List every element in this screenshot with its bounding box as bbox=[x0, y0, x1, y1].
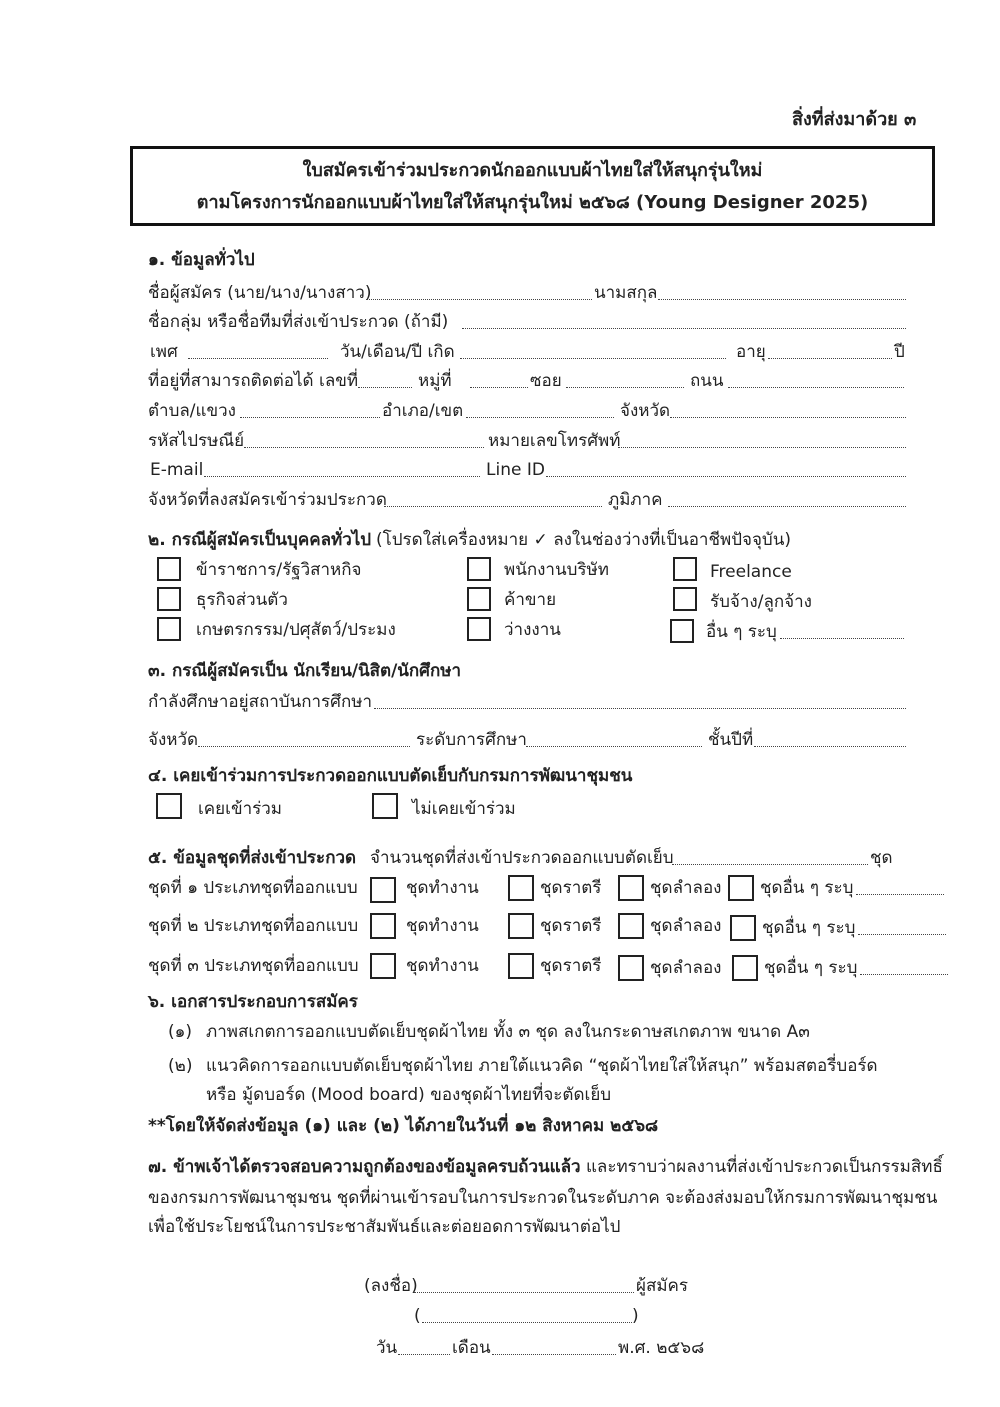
house-no-field[interactable] bbox=[358, 387, 412, 388]
soi-label: ซอย bbox=[530, 371, 562, 391]
section4-heading: ๔. เคยเข้าร่วมการประกวดออกแบบตัดเย็บกับกรมการพัฒนาชุมชน bbox=[148, 766, 633, 786]
student-province-field[interactable] bbox=[198, 746, 410, 747]
participated-no-label: ไม่เคยเข้าร่วม bbox=[412, 799, 516, 819]
outfit1-other-field[interactable] bbox=[856, 894, 944, 895]
postal-field[interactable] bbox=[244, 447, 484, 448]
close-paren: ) bbox=[632, 1306, 639, 1326]
declaration-line1 bbox=[148, 1155, 943, 1179]
student-province-label: จังหวัด bbox=[148, 730, 199, 750]
occupation-checkbox-unemployed[interactable] bbox=[467, 617, 491, 641]
occupation-checkbox-business[interactable] bbox=[157, 587, 181, 611]
open-paren: ( bbox=[414, 1306, 421, 1326]
level-field[interactable] bbox=[526, 746, 702, 747]
sex-label: เพศ bbox=[150, 342, 178, 362]
grade-label: ชั้นปีที่ bbox=[708, 730, 754, 750]
type-label: ชุดอื่น ๆ ระบุ bbox=[760, 878, 854, 898]
count-unit: ชุด bbox=[870, 848, 893, 868]
name-field[interactable] bbox=[366, 299, 592, 300]
occupation-label: ธุรกิจส่วนตัว bbox=[196, 590, 288, 610]
outfit3-other-field[interactable] bbox=[860, 974, 948, 975]
declaration-rest: และทราบว่าผลงานที่ส่งเข้าประกวดเป็นกรรมสิทธิ์ bbox=[580, 1157, 943, 1177]
occupation-checkbox-employee[interactable] bbox=[467, 557, 491, 581]
phone-label: หมายเลขโทรศัพท์ bbox=[488, 431, 621, 451]
year-unit: ปี bbox=[894, 342, 905, 362]
count-label: จำนวนชุดที่ส่งเข้าประกวดออกแบบตัดเย็บ bbox=[370, 848, 674, 868]
occupation-checkbox-trade[interactable] bbox=[467, 587, 491, 611]
deadline-note: **โดยให้จัดส่งข้อมูล (๑) และ (๒) ได้ภายในวันที่ ๑๒ สิงหาคม ๒๕๖๘ bbox=[148, 1116, 659, 1136]
outfit2-other-checkbox[interactable] bbox=[730, 915, 756, 941]
type-label: ชุดทำงาน bbox=[406, 878, 479, 898]
age-field[interactable] bbox=[768, 358, 892, 359]
province-field[interactable] bbox=[670, 417, 906, 418]
occupation-checkbox-freelance[interactable] bbox=[673, 557, 697, 581]
participated-no-checkbox[interactable] bbox=[372, 793, 398, 819]
section6-heading: ๖. เอกสารประกอบการสมัคร bbox=[148, 992, 358, 1012]
doc-item-number: (๒) bbox=[168, 1056, 193, 1076]
section5-heading: ๕. ข้อมูลชุดที่ส่งเข้าประกวด bbox=[148, 848, 357, 868]
tambon-field[interactable] bbox=[240, 417, 380, 418]
signature-field[interactable] bbox=[414, 1292, 634, 1293]
type-label: ชุดลำลอง bbox=[650, 958, 722, 978]
amphoe-label: อำเภอ/เขต bbox=[382, 401, 464, 421]
email-field[interactable] bbox=[204, 476, 480, 477]
outfit1-work-checkbox[interactable] bbox=[370, 877, 396, 903]
outfit-row-label: ชุดที่ ๑ ประเภทชุดที่ออกแบบ bbox=[148, 878, 358, 898]
name-label: ชื่อผู้สมัคร (นาย/นาง/นางสาว) bbox=[148, 283, 372, 303]
surname-field[interactable] bbox=[658, 299, 906, 300]
line-field[interactable] bbox=[546, 476, 906, 477]
occupation-label: เกษตรกรรม/ปศุสัตว์/ประมง bbox=[196, 620, 396, 640]
section2-heading: ๒. กรณีผู้สมัครเป็นบุคคลทั่วไป bbox=[148, 530, 372, 550]
occupation-label: ค้าขาย bbox=[504, 590, 557, 610]
outfit-row-label: ชุดที่ ๒ ประเภทชุดที่ออกแบบ bbox=[148, 916, 359, 936]
occupation-other-field[interactable] bbox=[780, 638, 904, 639]
occupation-label: รับจ้าง/ลูกจ้าง bbox=[710, 592, 812, 612]
level-label: ระดับการศึกษา bbox=[416, 730, 527, 750]
declaration-bold: ๗. ข้าพเจ้าได้ตรวจสอบความถูกต้องของข้อมูลครบถ้วนแล้ว bbox=[148, 1157, 581, 1177]
dob-label: วัน/เดือน/ปี เกิด bbox=[340, 342, 455, 362]
region-field[interactable] bbox=[668, 506, 906, 507]
postal-label: รหัสไปรษณีย์ bbox=[148, 431, 245, 451]
occupation-label: Freelance bbox=[710, 562, 792, 582]
moo-field[interactable] bbox=[470, 387, 528, 388]
road-label: ถนน bbox=[690, 371, 724, 391]
occupation-checkbox-labor[interactable] bbox=[673, 587, 697, 611]
outfit2-casual-checkbox[interactable] bbox=[618, 913, 644, 939]
grade-field[interactable] bbox=[754, 746, 906, 747]
form-subtitle: ตามโครงการนักออกแบบผ้าไทยใส่ให้สนุกรุ่นใหม่ ๒๕๖๘ (Young Designer 2025) bbox=[196, 192, 869, 213]
amphoe-field[interactable] bbox=[466, 417, 614, 418]
occupation-label: พนักงานบริษัท bbox=[504, 560, 609, 580]
type-label: ชุดอื่น ๆ ระบุ bbox=[762, 918, 856, 938]
apply-province-label: จังหวัดที่ลงสมัครเข้าร่วมประกวด bbox=[148, 490, 387, 510]
occupation-label: อื่น ๆ ระบุ bbox=[706, 622, 777, 642]
outfit3-work-checkbox[interactable] bbox=[370, 953, 396, 979]
dob-field[interactable] bbox=[460, 358, 726, 359]
date-year-label: พ.ศ. ๒๕๖๘ bbox=[618, 1338, 705, 1358]
section2-note: (โปรดใส่เครื่องหมาย ✓ ลงในช่องว่างที่เป็นอาชีพปัจจุบัน) bbox=[376, 530, 791, 550]
type-label: ชุดอื่น ๆ ระบุ bbox=[764, 958, 858, 978]
section3-heading: ๓. กรณีผู้สมัครเป็น นักเรียน/นิสิต/นักศึกษา bbox=[148, 661, 462, 681]
doc-item-text: แนวคิดการออกแบบตัดเย็บชุดผ้าไทย ภายใต้แนวคิด “ชุดผ้าไทยใส่ให้สนุก” พร้อมสตอรี่บอร์ด bbox=[206, 1056, 878, 1076]
participated-yes-label: เคยเข้าร่วม bbox=[198, 799, 283, 819]
type-label: ชุดลำลอง bbox=[650, 878, 722, 898]
address-label: ที่อยู่ที่สามารถติดต่อได้ เลขที่ bbox=[148, 371, 359, 391]
participated-yes-checkbox[interactable] bbox=[156, 793, 182, 819]
sex-field[interactable] bbox=[188, 358, 328, 359]
outfit2-work-checkbox[interactable] bbox=[370, 913, 396, 939]
doc-item-text-cont: หรือ มู้ดบอร์ด (Mood board) ของชุดผ้าไทยที่จะตัดเย็บ bbox=[206, 1085, 612, 1105]
institution-label: กำลังศึกษาอยู่สถาบันการศึกษา bbox=[148, 692, 372, 712]
surname-label: นามสกุล bbox=[594, 283, 658, 303]
date-day-field[interactable] bbox=[398, 1354, 450, 1355]
moo-label: หมู่ที่ bbox=[418, 371, 452, 391]
province-label: จังหวัด bbox=[620, 401, 671, 421]
outfit2-other-field[interactable] bbox=[858, 934, 946, 935]
group-field[interactable] bbox=[462, 328, 906, 329]
enclosure-label: สิ่งที่ส่งมาด้วย ๓ bbox=[792, 109, 917, 130]
email-label: E-mail bbox=[150, 460, 204, 480]
outfit-row-label: ชุดที่ ๓ ประเภทชุดที่ออกแบบ bbox=[148, 956, 359, 976]
phone-field[interactable] bbox=[618, 447, 906, 448]
section1-heading: ๑. ข้อมูลทั่วไป bbox=[148, 250, 255, 270]
road-field[interactable] bbox=[728, 387, 904, 388]
form-title: ใบสมัครเข้าร่วมประกวดนักออกแบบผ้าไทยใส่ให้สนุกรุ่นใหม่ bbox=[302, 160, 763, 181]
group-label: ชื่อกลุ่ม หรือชื่อทีมที่ส่งเข้าประกวด (ถ้ามี) bbox=[148, 312, 449, 332]
sign-label: (ลงชื่อ) bbox=[364, 1276, 418, 1296]
outfit3-evening-checkbox[interactable] bbox=[508, 953, 534, 979]
date-month-field[interactable] bbox=[492, 1354, 616, 1355]
soi-field[interactable] bbox=[566, 387, 684, 388]
type-label: ชุดราตรี bbox=[540, 956, 602, 976]
tambon-label: ตำบล/แขวง bbox=[148, 401, 236, 421]
type-label: ชุดลำลอง bbox=[650, 916, 722, 936]
type-label: ชุดทำงาน bbox=[406, 956, 479, 976]
type-label: ชุดราตรี bbox=[540, 916, 602, 936]
outfit1-casual-checkbox[interactable] bbox=[618, 875, 644, 901]
outfit3-casual-checkbox[interactable] bbox=[618, 955, 644, 981]
declaration-line3: เพื่อใช้ประโยชน์ในการประชาสัมพันธ์และต่อยอดการพัฒนาต่อไป bbox=[148, 1217, 621, 1237]
outfit1-evening-checkbox[interactable] bbox=[508, 875, 534, 901]
date-day-label: วัน bbox=[376, 1338, 398, 1358]
occupation-checkbox-civil[interactable] bbox=[157, 557, 181, 581]
outfit1-other-checkbox[interactable] bbox=[728, 875, 754, 901]
doc-item-text: ภาพสเกตการออกแบบตัดเย็บชุดผ้าไทย ทั้ง ๓ ชุด ลงในกระดาษสเกตภาพ ขนาด A๓ bbox=[206, 1022, 810, 1042]
occupation-label: ว่างงาน bbox=[504, 620, 561, 640]
declaration-line2: ของกรมการพัฒนาชุมชน ชุดที่ผ่านเข้ารอบในการประกวดในระดับภาค จะต้องส่งมอบให้กรมการพัฒนาชุมชน bbox=[148, 1188, 938, 1208]
type-label: ชุดราตรี bbox=[540, 878, 602, 898]
outfit2-evening-checkbox[interactable] bbox=[508, 913, 534, 939]
occupation-label: ข้าราชการ/รัฐวิสาหกิจ bbox=[196, 560, 362, 580]
doc-item-number: (๑) bbox=[168, 1022, 193, 1042]
apply-province-field[interactable] bbox=[384, 506, 602, 507]
applicant-label: ผู้สมัคร bbox=[636, 1276, 689, 1296]
outfit3-other-checkbox[interactable] bbox=[732, 955, 758, 981]
age-label: อายุ bbox=[736, 342, 766, 362]
title-box bbox=[130, 146, 935, 226]
type-label: ชุดทำงาน bbox=[406, 916, 479, 936]
line-label: Line ID bbox=[486, 460, 545, 480]
institution-field[interactable] bbox=[374, 708, 906, 709]
occupation-checkbox-agri[interactable] bbox=[157, 617, 181, 641]
count-field[interactable] bbox=[672, 864, 868, 865]
date-month-label: เดือน bbox=[452, 1338, 491, 1358]
region-label: ภูมิภาค bbox=[608, 490, 663, 510]
occupation-checkbox-other[interactable] bbox=[670, 619, 694, 643]
printed-name-field[interactable] bbox=[422, 1322, 632, 1323]
